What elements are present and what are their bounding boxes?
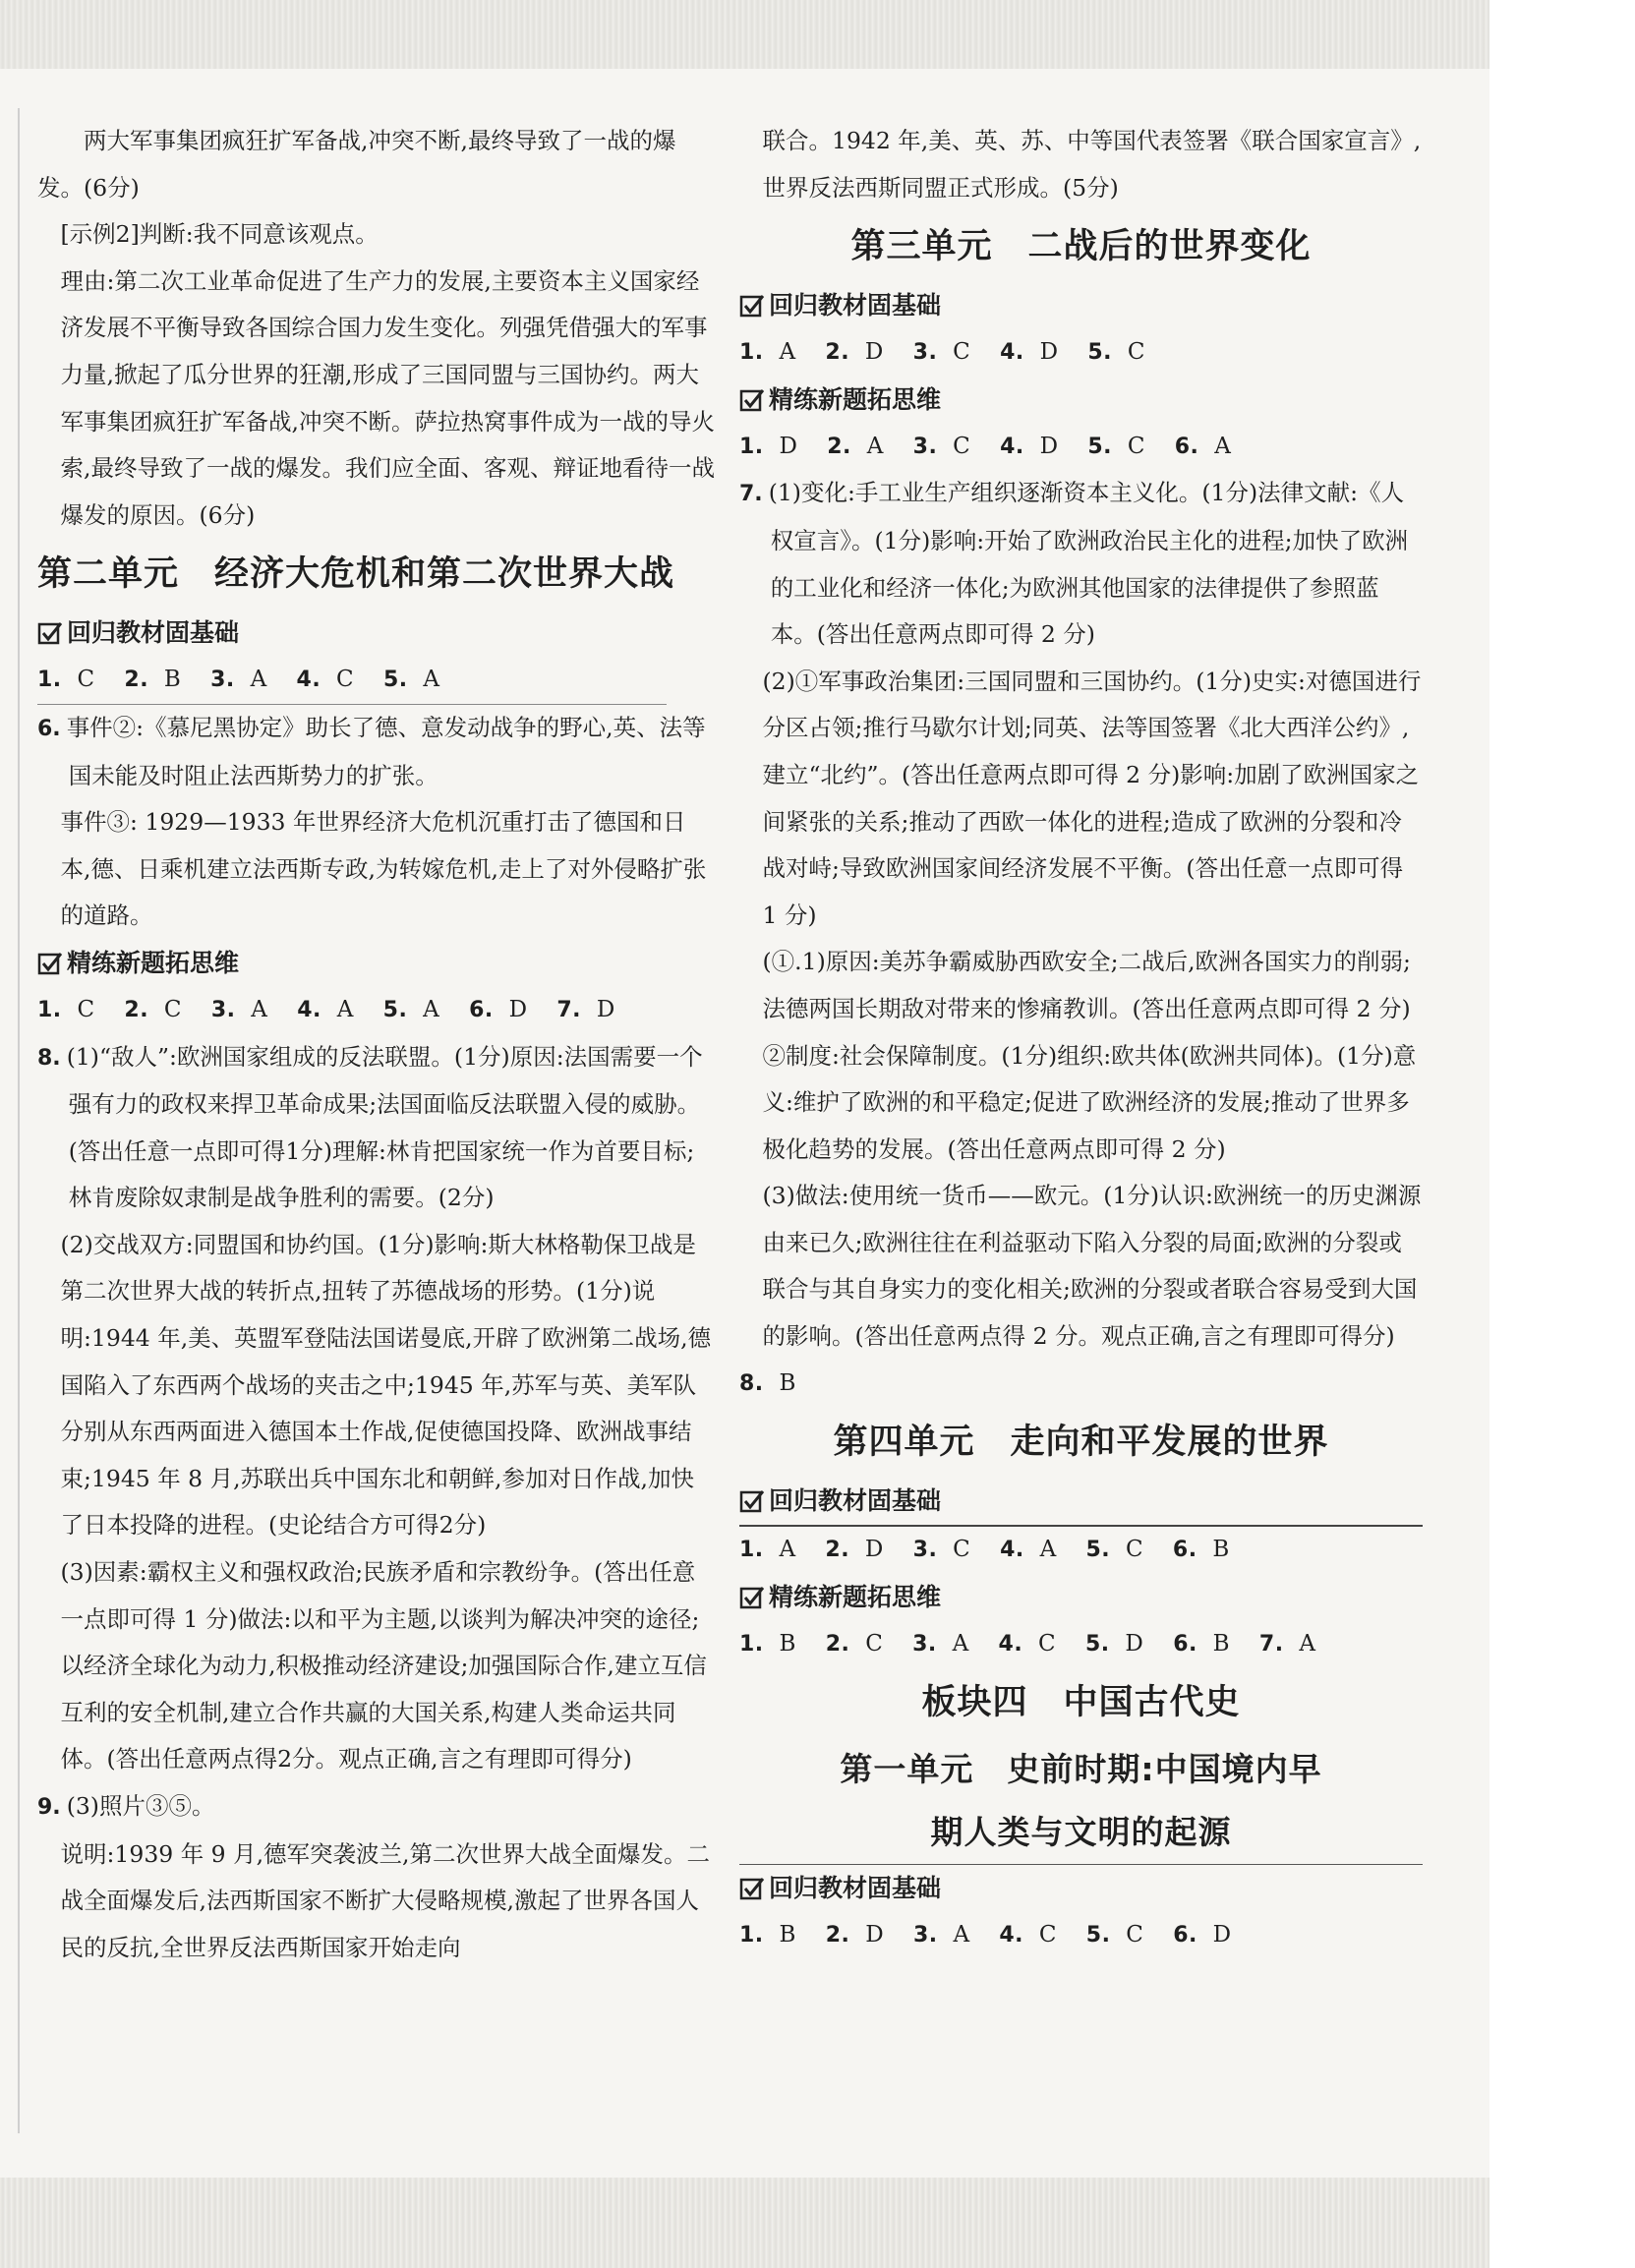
- left-column: [37, 118, 716, 1971]
- question-7-part-5: (3)做法:使用统一货币——欧元。(1分)认识:欧洲统一的历史渊源由来已久;欧洲往往在利益驱动下陷入分裂的局面;欧洲的分裂或联合与其自身实力的变化相关;欧洲的分裂或者联合容易受到大国的影响。(答出任意两点得 2 分。观点正确,言之有理即可得分): [762, 1182, 1422, 1351]
- intro-para-1: 两大军事集团疯狂扩军备战,冲突不断,最终导致了一战的爆发。(6分): [37, 127, 676, 202]
- unit2-section-practice: [37, 940, 716, 987]
- section-label: 精练新题拓思维: [769, 384, 942, 414]
- continuation-para: 联合。1942 年,美、英、苏、中等国代表签署《联合国家宣言》,世界反法西斯同盟正式形成。(5分): [762, 127, 1422, 202]
- section-label: 回归教材固基础: [67, 618, 240, 648]
- intro-para-2: [示例2]判断:我不同意该观点。: [60, 220, 379, 249]
- answer-row: 1. A 2. D 3. C 4. A 5. C 6. B: [739, 1537, 1230, 1563]
- section-label: 精练新题拓思维: [769, 1582, 942, 1611]
- question-7-part-4: ②制度:社会保障制度。(1分)组织:欧共体(欧洲共同体)。(1分)意义:维护了欧洲的和平稳定;促进了欧洲经济的发展;推动了世界多极化趋势的发展。(答出任意两点即可得 2 分): [762, 1041, 1417, 1163]
- question-7: 7. (1)变化:手工业生产组织逐渐资本主义化。(1分)法律文献:《人权宣言》。(1分)影响:开始了欧洲政治民主化的进程;加快了欧洲的工业化和经济一体化;为欧洲其他国家的法律提供了参照蓝本。(答出任意两点即可得 2 分): [739, 479, 1409, 649]
- page-margin-right: [1489, 0, 1635, 2268]
- question-8-answer: 8. B: [739, 1369, 796, 1396]
- checkbox-icon: [739, 1585, 765, 1610]
- answer-row: 1. D 2. A 3. C 4. D 5. C 6. A: [739, 433, 1232, 459]
- unit4-section-practice: [739, 1574, 1423, 1621]
- block4-unit1-title-line1: 第一单元 史前时期:中国境内早: [840, 1750, 1322, 1789]
- question-9-explanation: 说明:1939 年 9 月,德军突袭波兰,第二次世界大战全面爆发。二战全面爆发后,法西斯国家不断扩大侵略规模,激起了世界各国人民的反抗,全世界反法西斯国家开始走向: [60, 1839, 711, 1961]
- question-7-part-3: (①.1)原因:美苏争霸威胁西欧安全;二战后,欧洲各国实力的削弱;法德两国长期敌对带来的惨痛教训。(答出任意两点即可得 2 分): [762, 948, 1411, 1022]
- answer-row: 1. B 2. D 3. A 4. C 5. C 6. D: [739, 1922, 1232, 1948]
- section-label: 回归教材固基础: [769, 291, 942, 320]
- unit2-section-basics: [37, 610, 716, 657]
- question-9: 9. (3)照片③⑤。: [37, 1792, 215, 1820]
- right-column: [739, 118, 1423, 1959]
- block4-section-basics: [739, 1865, 1423, 1912]
- checkbox-icon: [37, 620, 63, 646]
- block4-title: 板块四 中国古代史: [921, 1683, 1241, 1723]
- question-8: 8. (1)“敌人”:欧洲国家组成的反法联盟。(1分)原因:法国需要一个强有力的政权来捍卫革命成果;法国面临反法联盟入侵的威胁。(答出任意一点即可得1分)理解:林肯把国家统一作为首要目标;林肯废除奴隶制是战争胜利的需要。(2分): [37, 1042, 703, 1212]
- unit3-section-basics: [739, 282, 1423, 329]
- section-label: 精练新题拓思维: [67, 948, 240, 977]
- unit3-section-practice: [739, 377, 1423, 424]
- question-8-part-2: (2)交战双方:同盟国和协约国。(1分)影响:斯大林格勒保卫战是第二次世界大战的转折点,扭转了苏德战场的形势。(1分)说明:1944 年,美、英盟军登陆法国诺曼底,开辟了欧洲第二战场,德国陷入了东西两个战场的夹击之中;1945 年,苏军与英、美军队分别从东西两面进入德国本土作战,促使德国投降、欧洲战事结束;1945 年 8 月,苏联出兵中国东北和朝鲜,参加对日作战,加快了日本投降的进程。(史论结合方可得2分): [60, 1230, 712, 1540]
- intro-para-3: 理由:第二次工业革命促进了生产力的发展,主要资本主义国家经济发展不平衡导致各国综合国力发生变化。列强凭借强大的军事力量,掀起了瓜分世界的狂潮,形成了三国同盟与三国协约。两大军事集团疯狂扩军备战,冲突不断。萨拉热窝事件成为一战的导火索,最终导致了一战的爆发。我们应全面、客观、辩证地看待一战爆发的原因。(6分): [60, 266, 715, 529]
- scan-band-bottom: [0, 2178, 1635, 2268]
- checkbox-icon: [739, 1488, 765, 1514]
- question-7-part-2: (2)①军事政治集团:三国同盟和三国协约。(1分)史实:对德国进行分区占领;推行马歇尔计划;同英、法等国签署《北大西洋公约》,建立“北约”。(答出任意两点即可得 2 分)影响:加剧了欧洲国家之间紧张的关系;推动了西欧一体化的进程;造成了欧洲的分裂和冷战对峙;导致欧洲国家间经济发展不平衡。(答出任意一点即可得 1 分): [762, 667, 1422, 929]
- checkbox-icon: [739, 293, 765, 319]
- unit2-title: 第二单元 经济大危机和第二次世界大战: [37, 554, 675, 595]
- unit4-title: 第四单元 走向和平发展的世界: [833, 1423, 1329, 1463]
- unit4-section-basics: [739, 1478, 1423, 1527]
- section-label: 回归教材固基础: [769, 1874, 942, 1903]
- checkbox-icon: [739, 1876, 765, 1901]
- checkbox-icon: [739, 387, 765, 413]
- answer-row: 1. C 2. C 3. A 4. A 5. A 6. D 7. D: [37, 996, 615, 1022]
- question-6: 6. 事件②:《慕尼黑协定》助长了德、意发动战争的野心,英、法等国未能及时阻止法西斯势力的扩张。: [37, 713, 706, 789]
- question-6-part-b: 事件③: 1929—1933 年世界经济大危机沉重打击了德国和日本,德、日乘机建立法西斯专政,为转嫁危机,走上了对外侵略扩张的道路。: [60, 808, 707, 930]
- block4-unit1-title-line2: 期人类与文明的起源: [739, 1801, 1423, 1865]
- unit3-title: 第三单元 二战后的世界变化: [850, 227, 1312, 267]
- checkbox-icon: [37, 951, 63, 976]
- answer-row: 1. C 2. B 3. A 4. C 5. A: [37, 657, 667, 705]
- answer-row: 1. A 2. D 3. C 4. D 5. C: [739, 339, 1145, 366]
- section-label: 回归教材固基础: [769, 1486, 942, 1516]
- question-8-part-3: (3)因素:霸权主义和强权政治;民族矛盾和宗教纷争。(答出任意一点即可得 1 分)做法:以和平为主题,以谈判为解决冲突的途径;以经济全球化为动力,积极推动经济建设;加强国际合作,建立互信互利的安全机制,建立合作共赢的大国关系,构建人类命运共同体。(答出任意两点得2分。观点正确,言之有理即可得分): [60, 1558, 707, 1774]
- scan-band-top: [0, 0, 1635, 69]
- answer-row: 1. B 2. C 3. A 4. C 5. D 6. B 7. A: [739, 1630, 1316, 1657]
